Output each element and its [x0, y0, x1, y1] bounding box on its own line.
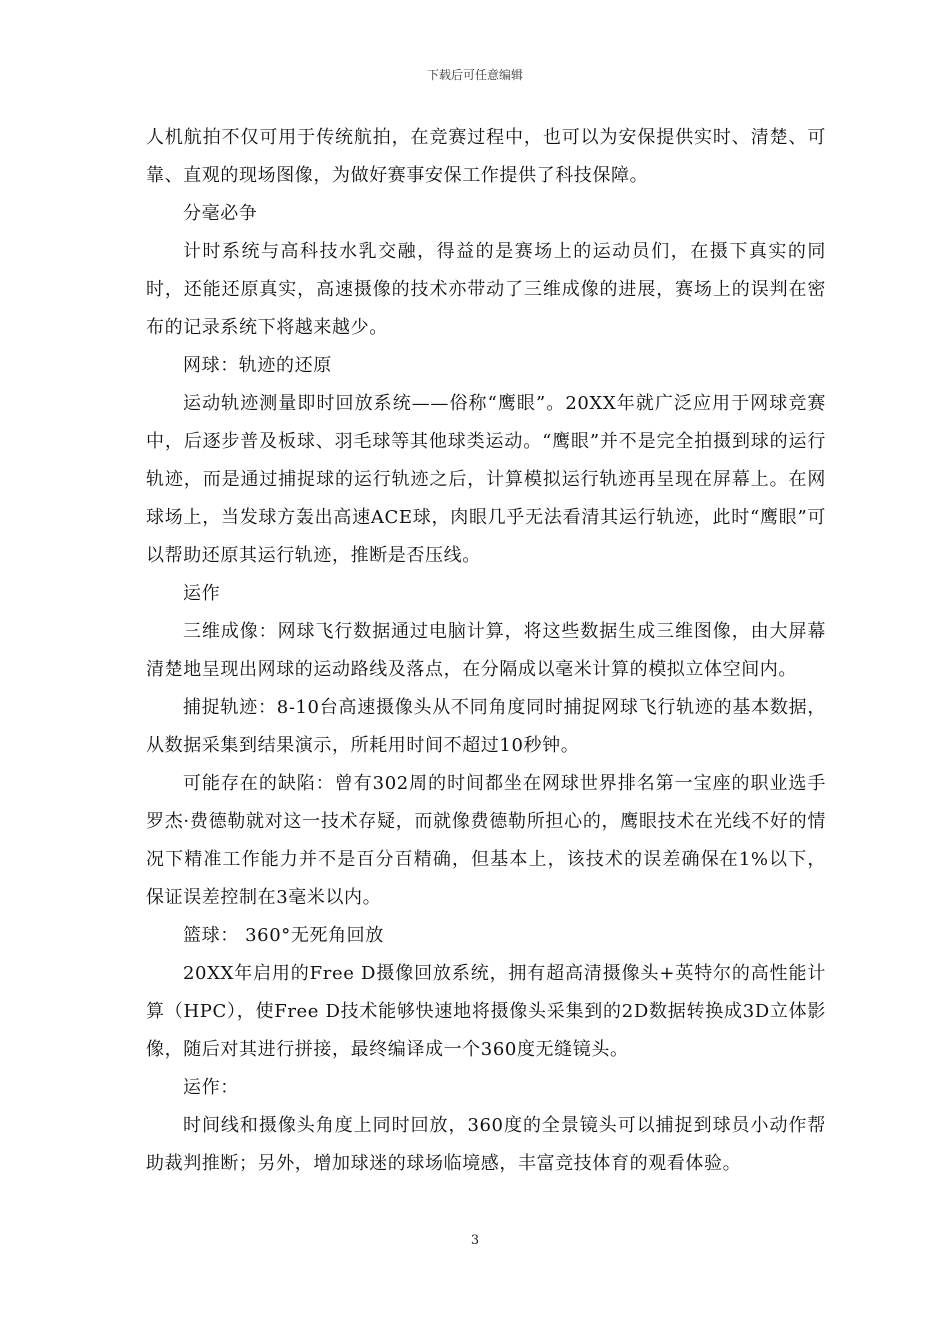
paragraph-defects: 可能存在的缺陷：曾有302周的时间都坐在网球世界排名第一宝座的职业选手罗杰·费德勒就对这一技术存疑，而就像费德勒所担心的，鹰眼技术在光线不好的情况下精准工作能力并不是百分百精确，但基本上，该技术的误差确保在1%以下，保证误差控制在3毫米以内。 [146, 773, 826, 908]
section-heading-operation-2: 运作： [183, 1077, 239, 1098]
section-heading-every-millisecond: 分毫必争 [183, 203, 258, 224]
page-number: 3 [470, 1233, 480, 1248]
section-heading-tennis: 网球：轨迹的还原 [183, 355, 332, 376]
paragraph-free-d: 20XX年启用的Free D摄像回放系统，拥有超高清摄像头+英特尔的高性能计算（HPC），使Free D技术能够快速地将摄像头采集到的2D数据转换成3D立体影像，随后对其进行拼接，最终编译成一个360度无缝镜头。 [146, 963, 826, 1060]
paragraph-tracking: 捕捉轨迹：8-10台高速摄像头从不同角度同时捕捉网球飞行轨迹的基本数据，从数据采集到结果演示，所耗用时间不超过10秒钟。 [146, 697, 826, 756]
section-heading-basketball: 篮球： 360°无死角回放 [183, 925, 384, 946]
section-heading-operation: 运作 [183, 583, 221, 604]
paragraph-replay: 时间线和摄像头角度上同时回放，360度的全景镜头可以捕捉到球员小动作帮助裁判推断；另外，增加球迷的球场临境感，丰富竞技体育的观看体验。 [146, 1115, 826, 1174]
paragraph-3d-imaging: 三维成像：网球飞行数据通过电脑计算，将这些数据生成三维图像，由大屏幕清楚地呈现出网球的运动路线及落点，在分隔成以毫米计算的模拟立体空间内。 [146, 621, 826, 680]
document-body [146, 119, 826, 1183]
page-header: 下载后可任意编辑 [426, 68, 523, 82]
paragraph-timing-system: 计时系统与高科技水乳交融，得益的是赛场上的运动员们，在摄下真实的同时，还能还原真实，高速摄像的技术亦带动了三维成像的进展，赛场上的误判在密布的记录系统下将越来越少。 [146, 241, 826, 338]
paragraph-aerial-photography: 人机航拍不仅可用于传统航拍，在竞赛过程中，也可以为安保提供实时、清楚、可靠、直观的现场图像，为做好赛事安保工作提供了科技保障。 [146, 127, 826, 186]
paragraph-hawk-eye: 运动轨迹测量即时回放系统——俗称“鹰眼”。20XX年就广泛应用于网球竞赛中，后逐步普及板球、羽毛球等其他球类运动。“鹰眼”并不是完全拍摄到球的运行轨迹，而是通过捕捉球的运行轨迹之后，计算模拟运行轨迹再呈现在屏幕上。在网球场上，当发球方轰出高速ACE球，肉眼几乎无法看清其运行轨迹，此时“鹰眼”可以帮助还原其运行轨迹，推断是否压线。 [146, 393, 826, 566]
